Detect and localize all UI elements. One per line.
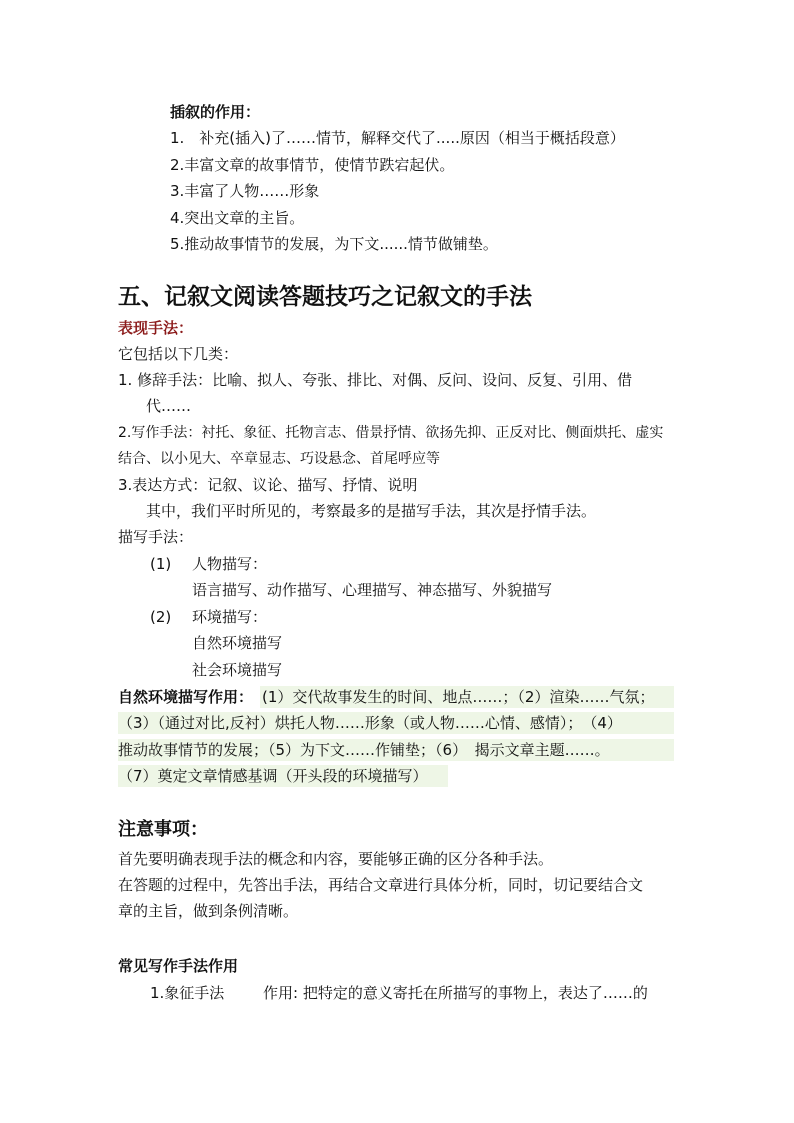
person-label: 人物描写：	[192, 555, 268, 573]
notes-line-3: 章的主旨，做到条例清晰。	[118, 902, 299, 920]
writing-line-1: 2.写作手法：衬托、象征、托物言志、借景抒情、欲扬先抑、正反对比、侧面烘托、虚实	[118, 425, 664, 441]
rhetoric-line-2: 代……	[146, 397, 192, 415]
insert-item-5: 5.推动故事情节的发展，为下文......情节做铺垫。	[170, 235, 498, 253]
insert-item-3: 3.丰富了人物……形象	[170, 182, 320, 200]
common-title: 常见写作手法作用	[118, 957, 239, 975]
env-num: (2)	[150, 608, 172, 626]
notes-title: 注意事项：	[118, 819, 208, 840]
expression-methods-label: 表现手法：	[118, 319, 194, 337]
nature-role-label: 自然环境描写作用：	[118, 688, 254, 706]
person-num: (1)	[150, 555, 172, 573]
notes-line-1: 首先要明确表现手法的概念和内容，要能够正确的区分各种手法。	[118, 850, 554, 868]
nature-role-line-4: （7）奠定文章情感基调（开头段的环境描写）	[118, 767, 428, 785]
writing-line-2: 结合、以小见大、卒章显志、巧设悬念、首尾呼应等	[118, 451, 440, 467]
insert-item-4: 4.突出文章的主旨。	[170, 209, 305, 227]
description-label: 描写手法：	[118, 528, 194, 546]
env-label: 环境描写：	[192, 608, 268, 626]
env-social: 社会环境描写	[192, 661, 283, 679]
summary-line: 其中，我们平时所见的，考察最多的是描写手法，其次是抒情手法。	[146, 502, 597, 520]
nature-role-line-3: 推动故事情节的发展；（5）为下文……作铺垫；（6） 揭示文章主题……。	[118, 741, 610, 759]
insert-item-1: 1. 补充(插入)了……情节，解释交代了.....原因（相当于概括段意）	[170, 129, 625, 147]
intro-text: 它包括以下几类：	[118, 345, 239, 363]
nature-role-line-1: (1）交代故事发生的时间、地点……；（2）渲染……气氛；	[262, 688, 655, 706]
person-types: 语言描写、动作描写、心理描写、神态描写、外貌描写	[192, 581, 553, 599]
notes-line-2: 在答题的过程中，先答出手法，再结合文章进行具体分析，同时，切记要结合文	[118, 876, 644, 894]
symbolism-name: 1.象征手法	[150, 984, 225, 1002]
section-heading: 五、记叙文阅读答题技巧之记叙文的手法	[118, 283, 532, 310]
nature-role-line-2: （3）（通过对比,反衬）烘托人物……形象（或人物……心情、感情）； （4）	[118, 714, 622, 732]
symbolism-desc: 作用: 把特定的意义寄托在所描写的事物上，表达了……的	[263, 984, 648, 1002]
insert-title: 插叙的作用：	[170, 103, 261, 121]
rhetoric-line-1: 1. 修辞手法：比喻、拟人、夸张、排比、对偶、反问、设问、反复、引用、借	[118, 371, 633, 389]
expression-line: 3.表达方式：记叙、议论、描写、抒情、说明	[118, 476, 418, 494]
env-natural: 自然环境描写	[192, 634, 283, 652]
insert-item-2: 2.丰富文章的故事情节，使情节跌宕起伏。	[170, 156, 455, 174]
